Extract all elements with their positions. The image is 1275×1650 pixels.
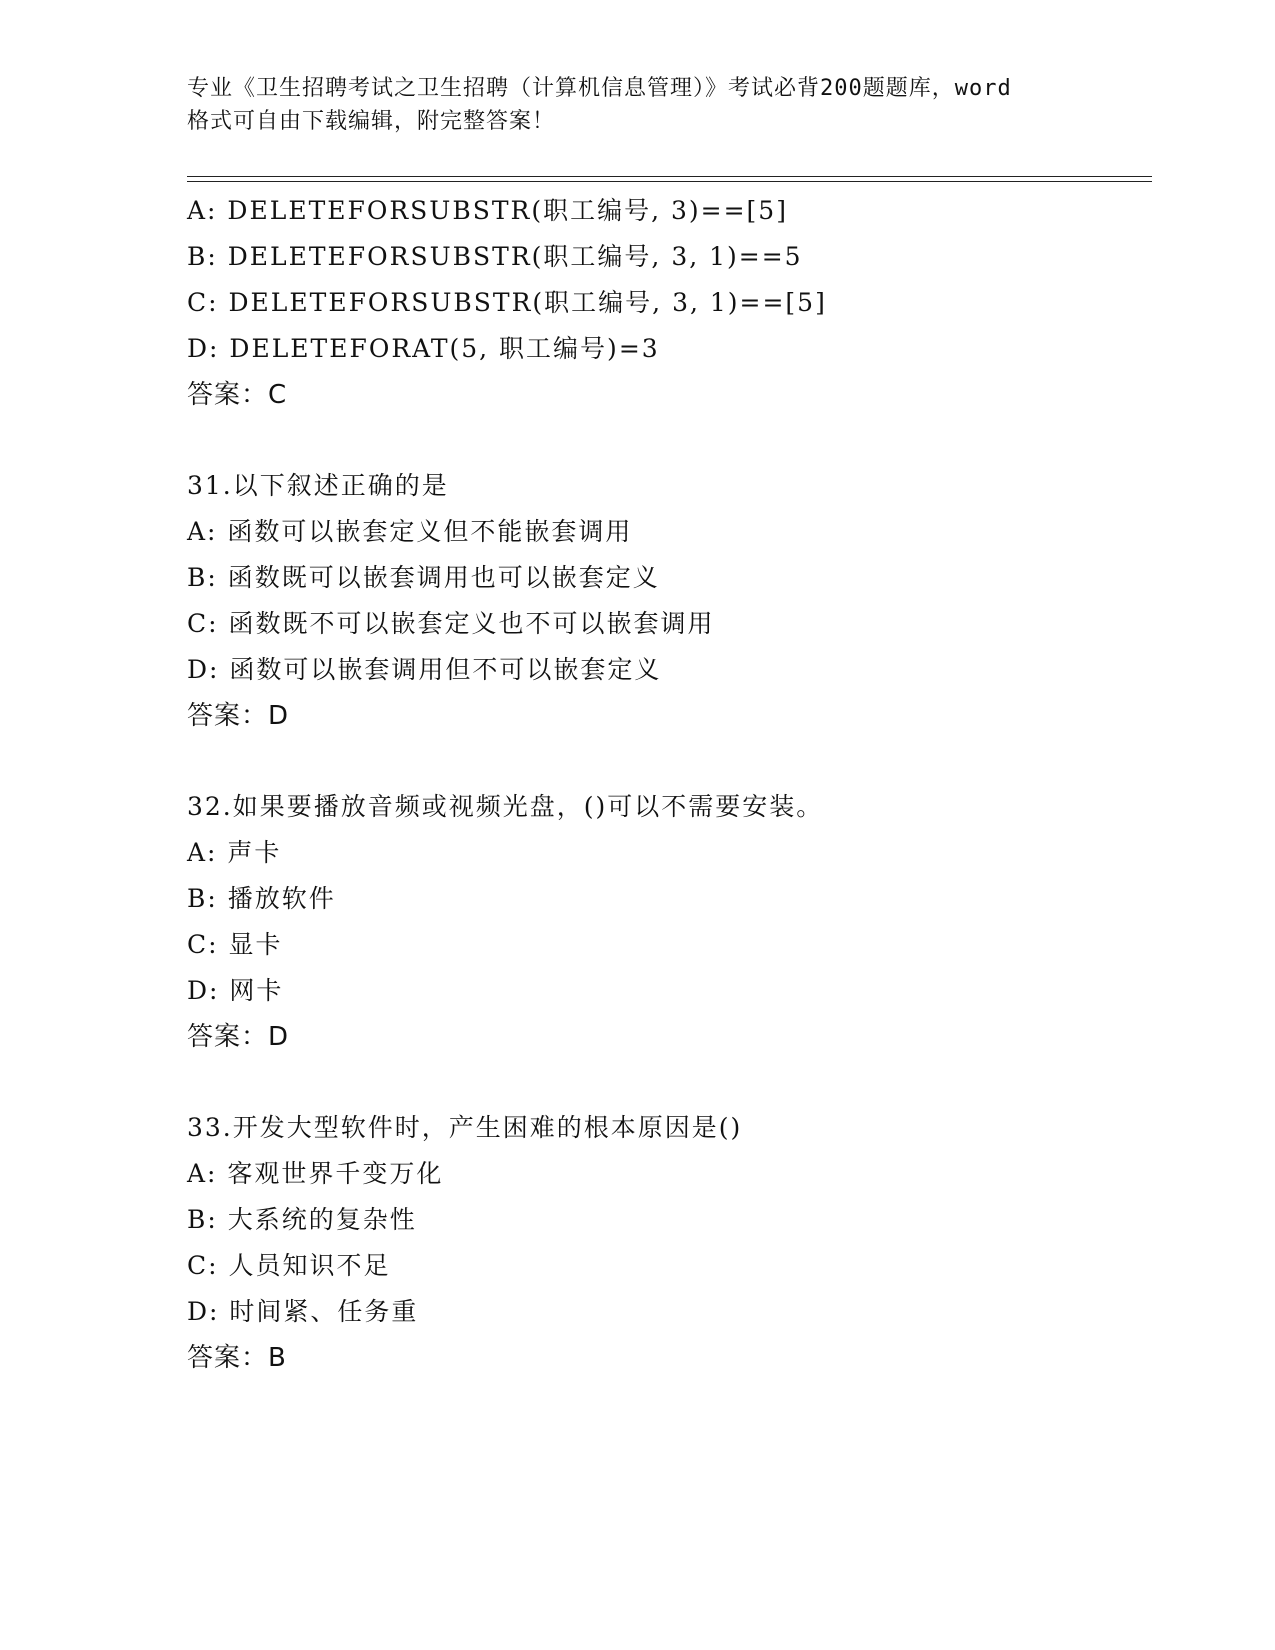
- question-text: 32.如果要播放音频或视频光盘，()可以不需要安装。: [187, 792, 824, 821]
- option-b: B: 播放软件: [187, 884, 336, 913]
- option-d: D: 函数可以嵌套调用但不可以嵌套定义: [187, 655, 662, 684]
- option-c: C: 函数既不可以嵌套定义也不可以嵌套调用: [187, 609, 715, 638]
- spacer: [187, 418, 1147, 463]
- option-a: A: 函数可以嵌套定义但不能嵌套调用: [187, 517, 633, 546]
- header-line-2: 格式可自由下载编辑，附完整答案！: [187, 109, 556, 134]
- question-list: [187, 188, 1147, 1381]
- header-line-1: 专业《卫生招聘考试之卫生招聘（计算机信息管理）》考试必背200题题库，word: [187, 76, 1012, 101]
- option-b: B: 大系统的复杂性: [187, 1205, 417, 1234]
- question-30: [187, 188, 1147, 418]
- answer: 答案：D: [187, 1022, 290, 1052]
- answer: 答案：B: [187, 1343, 287, 1373]
- question-text: 31.以下叙述正确的是: [187, 471, 449, 500]
- option-d: D: 网卡: [187, 976, 284, 1005]
- option-a: A: DELETEFORSUBSTR(职工编号, 3)==[5]: [187, 196, 788, 225]
- question-text: 33.开发大型软件时，产生困难的根本原因是(): [187, 1113, 743, 1142]
- header-divider-top: [187, 176, 1152, 177]
- document-header: [187, 72, 1087, 138]
- answer: 答案：C: [187, 380, 288, 410]
- answer: 答案：D: [187, 701, 290, 731]
- option-b: B: DELETEFORSUBSTR(职工编号, 3, 1)==5: [187, 242, 803, 271]
- question-31: [187, 463, 1147, 739]
- option-c: C: DELETEFORSUBSTR(职工编号, 3, 1)==[5]: [187, 288, 827, 317]
- option-c: C: 显卡: [187, 930, 283, 959]
- question-33: [187, 1105, 1147, 1381]
- question-32: [187, 784, 1147, 1060]
- option-a: A: 客观世界千变万化: [187, 1159, 444, 1188]
- header-divider-bottom: [187, 181, 1152, 182]
- option-c: C: 人员知识不足: [187, 1251, 391, 1280]
- option-b: B: 函数既可以嵌套调用也可以嵌套定义: [187, 563, 660, 592]
- option-a: A: 声卡: [187, 838, 282, 867]
- option-d: D: 时间紧、任务重: [187, 1297, 419, 1326]
- spacer: [187, 1060, 1147, 1105]
- option-d: D: DELETEFORAT(5, 职工编号)=3: [187, 334, 660, 363]
- spacer: [187, 739, 1147, 784]
